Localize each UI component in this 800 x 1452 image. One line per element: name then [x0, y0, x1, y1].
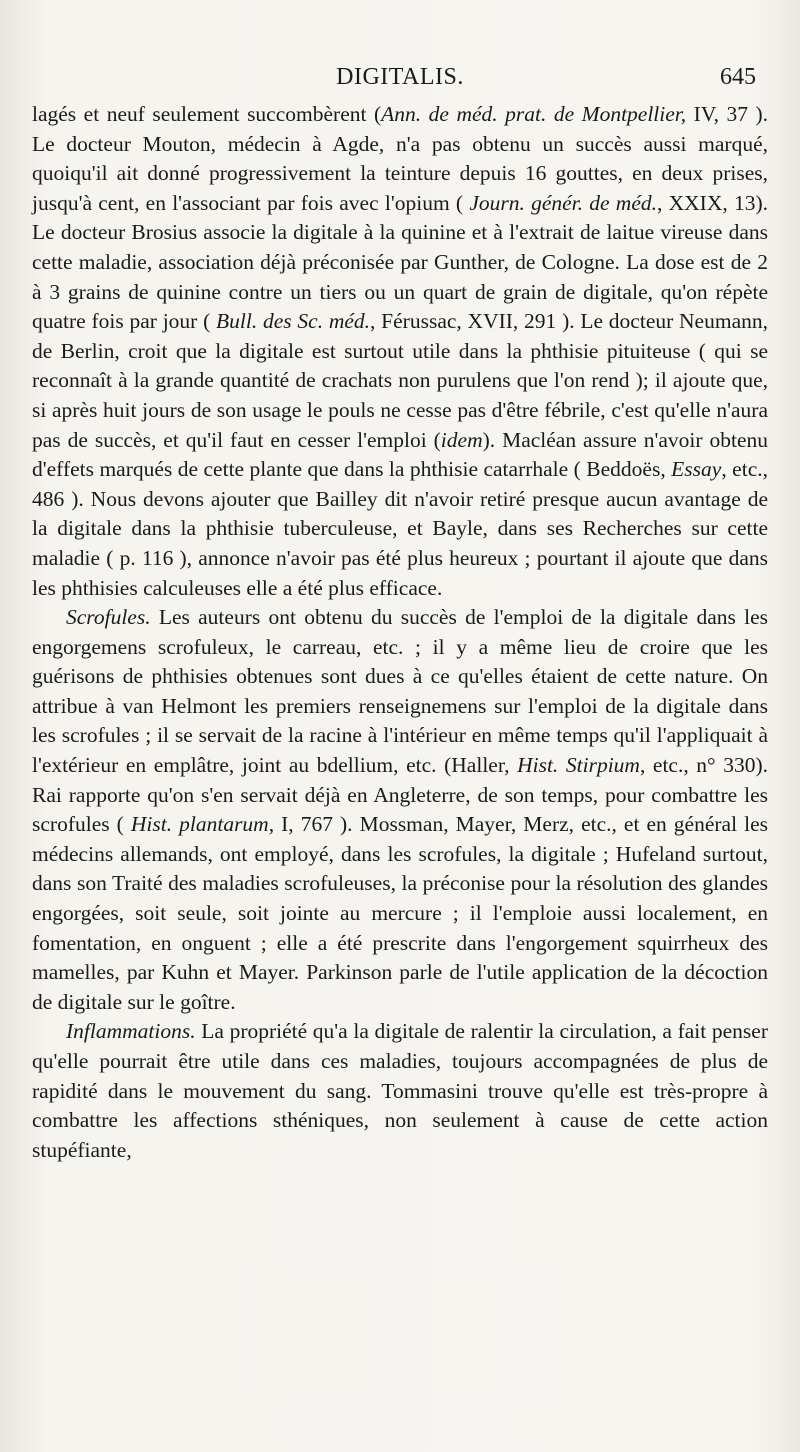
- paragraph-phthisie: [32, 100, 768, 603]
- body-text: [32, 100, 768, 1165]
- italic-citation: Scrofules.: [66, 605, 151, 630]
- text-run: , I, 767 ). Mossman, Mayer, Merz, etc., et en général les médecins allemands, ont employé, dans les scrofules, la digitale ; Hufeland surtout, dans son Traité des maladies scrofuleuses, la préconise pour la résolution des glandes engorgées, soit seule, soit jointe au mercure ; il l'emploie aussi localement, en fomentation, en onguent ; elle a été prescrite dans l'engorgement squirrheux des mamelles, par Kuhn et Mayer. Parkinson parle de l'utile application de la décoction de digitale sur le goître.: [32, 812, 768, 1014]
- text-run: La propriété qu'a la digitale de ralentir la circulation, a fait penser qu'elle pourrait être utile dans ces maladies, toujours accompagnées de plus de rapidité dans le mouvement du sang. Tommasini trouve qu'elle est très-propre à combattre les affections sthéniques, non seulement à cause de cette action stupéfiante,: [32, 1019, 768, 1162]
- italic-citation: Essay: [671, 457, 722, 482]
- italic-citation: idem: [440, 427, 483, 452]
- text-run: ). Macléan assure n'avoir obtenu d'effets marqués de cette plante que dans la phthisie catarrhale ( Beddoës,: [32, 427, 768, 482]
- italic-citation: Ann. de méd. prat. de Montpellier,: [381, 102, 687, 126]
- text-run: , etc., 486 ). Nous devons ajouter que Bailley dit n'avoir retiré presque aucun avantage de la digitale dans la phthisie tuberculeuse, et Bayle, dans ses Recherches sur cette maladie ( p. 116 ), annonce n'avoir pas été plus heureux ; pourtant il ajoute que dans les phthisies calculeuses elle a été plus efficace.: [32, 457, 768, 600]
- text-run: , etc., n° 330). Rai rapporte qu'on s'en servait déjà en Angleterre, de son temps, pour combattre les scrofules (: [32, 753, 769, 837]
- italic-citation: Hist. plantarum: [130, 812, 269, 837]
- page-header: [32, 64, 768, 98]
- text-run: IV, 37 ). Le docteur Mouton, médecin à Agde, n'a pas obtenu un succès aussi marqué, quoiqu'il ait donné progressivement la teinture depuis 16 gouttes, en deux prises, jusqu'à cent, en l'associant par fois avec l'opium (: [32, 102, 768, 215]
- text-run: , Férussac, XVII, 291 ). Le docteur Neumann, de Berlin, croit que la digitale est surtout utile dans la phthisie pituiteuse ( qui se reconnaît à la grande quantité de crachats non purulens que l'on rend ); il ajoute que, si après huit jours de son usage le pouls ne cesse pas d'être fébrile, c'est qu'elle n'aura pas de succès, et qu'il faut en cesser l'emploi (: [32, 309, 768, 452]
- page-number: 645: [720, 64, 756, 90]
- paragraph-scrofules: [32, 603, 768, 1017]
- italic-citation: Journ. génér. de méd.: [469, 190, 657, 215]
- italic-citation: Bull. des Sc. méd.: [216, 309, 371, 334]
- running-title: DIGITALIS.: [336, 64, 464, 90]
- text-run: lagés et neuf seulement succombèrent (: [32, 102, 382, 126]
- text-run: , XXIX, 13). Le docteur Brosius associe la digitale à la quinine et à l'extrait de laitue vireuse dans cette maladie, association déjà préconisée par Gunther, de Cologne. La dose est de 2 à 3 grains de quinine contre un tiers ou un quart de grain de digitale, qu'on répète quatre fois par jour (: [32, 190, 768, 334]
- text-run: Les auteurs ont obtenu du succès de l'emploi de la digitale dans les engorgemens scrofuleux, le carreau, etc. ; il y a même lieu de croire que les guérisons de phthisies obtenues sont dues à ce qu'elles étaient de cette nature. On attribue à van Helmont les premiers renseignemens sur l'emploi de la digitale dans les scrofules ; il se servait de la racine à l'intérieur en même temps qu'il l'appliquait à l'extérieur en emplâtre, joint au bdellium, etc. (Haller,: [32, 605, 768, 778]
- italic-citation: Inflammations.: [66, 1019, 196, 1044]
- paragraph-inflammations: [32, 1017, 768, 1165]
- italic-citation: Hist. Stirpium: [517, 753, 640, 778]
